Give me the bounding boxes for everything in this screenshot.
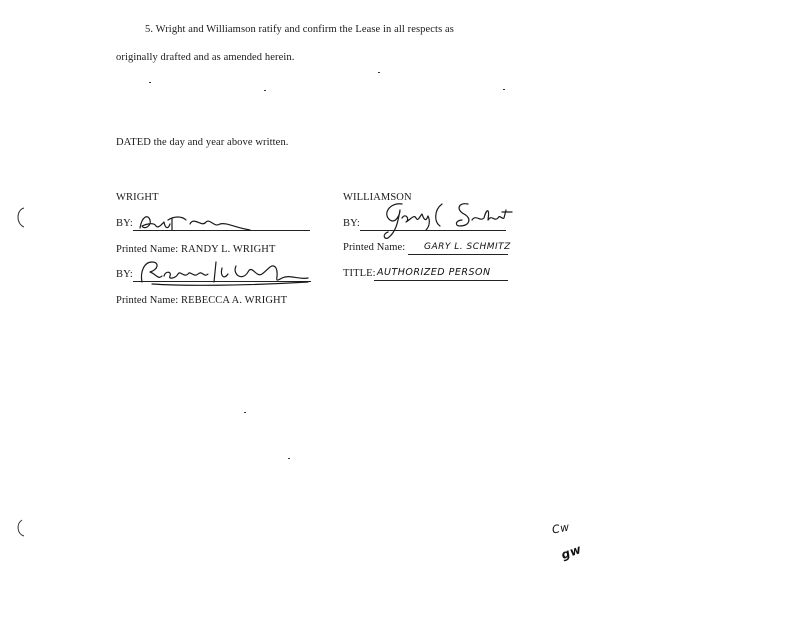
wright-by-label-1: BY: [116, 218, 133, 229]
signature-line [408, 254, 508, 255]
scan-speck [378, 72, 380, 73]
scan-speck [288, 458, 290, 459]
scan-speck [264, 90, 266, 91]
paragraph-5-line-1: 5. Wright and Williamson ratify and confirm the Lease in all respects as [145, 24, 454, 35]
rebecca-wright-signature [132, 252, 317, 288]
hole-punch-mark [14, 518, 28, 540]
williamson-title-label: TITLE: [343, 268, 376, 279]
scan-speck [149, 82, 151, 83]
initials-mark-2: gw [559, 541, 584, 563]
dated-line: DATED the day and year above written. [116, 137, 289, 148]
randy-wright-signature [132, 206, 262, 236]
scan-speck [503, 89, 505, 90]
hole-punch-mark [14, 206, 28, 230]
williamson-printed-name-label: Printed Name: [343, 242, 406, 253]
williamson-title-handwritten: AUTHORIZED PERSON [377, 267, 491, 278]
williamson-by-label: BY: [343, 218, 360, 229]
wright-printed-name-1: Printed Name: RANDY L. WRIGHT [116, 244, 276, 255]
wright-printed-name-2: Printed Name: REBECCA A. WRIGHT [116, 295, 288, 306]
signature-line [374, 280, 508, 281]
williamson-heading: WILLIAMSON [343, 192, 412, 203]
wright-heading: WRIGHT [116, 192, 159, 203]
initials-mark-1: Cw [551, 520, 571, 537]
scan-speck [244, 412, 246, 413]
wright-by-label-2: BY: [116, 269, 133, 280]
williamson-printed-name-handwritten: GARY L. SCHMITZ [424, 242, 511, 252]
paragraph-5-line-2: originally drafted and as amended herein. [116, 52, 295, 63]
gary-schmitz-signature [376, 196, 516, 242]
